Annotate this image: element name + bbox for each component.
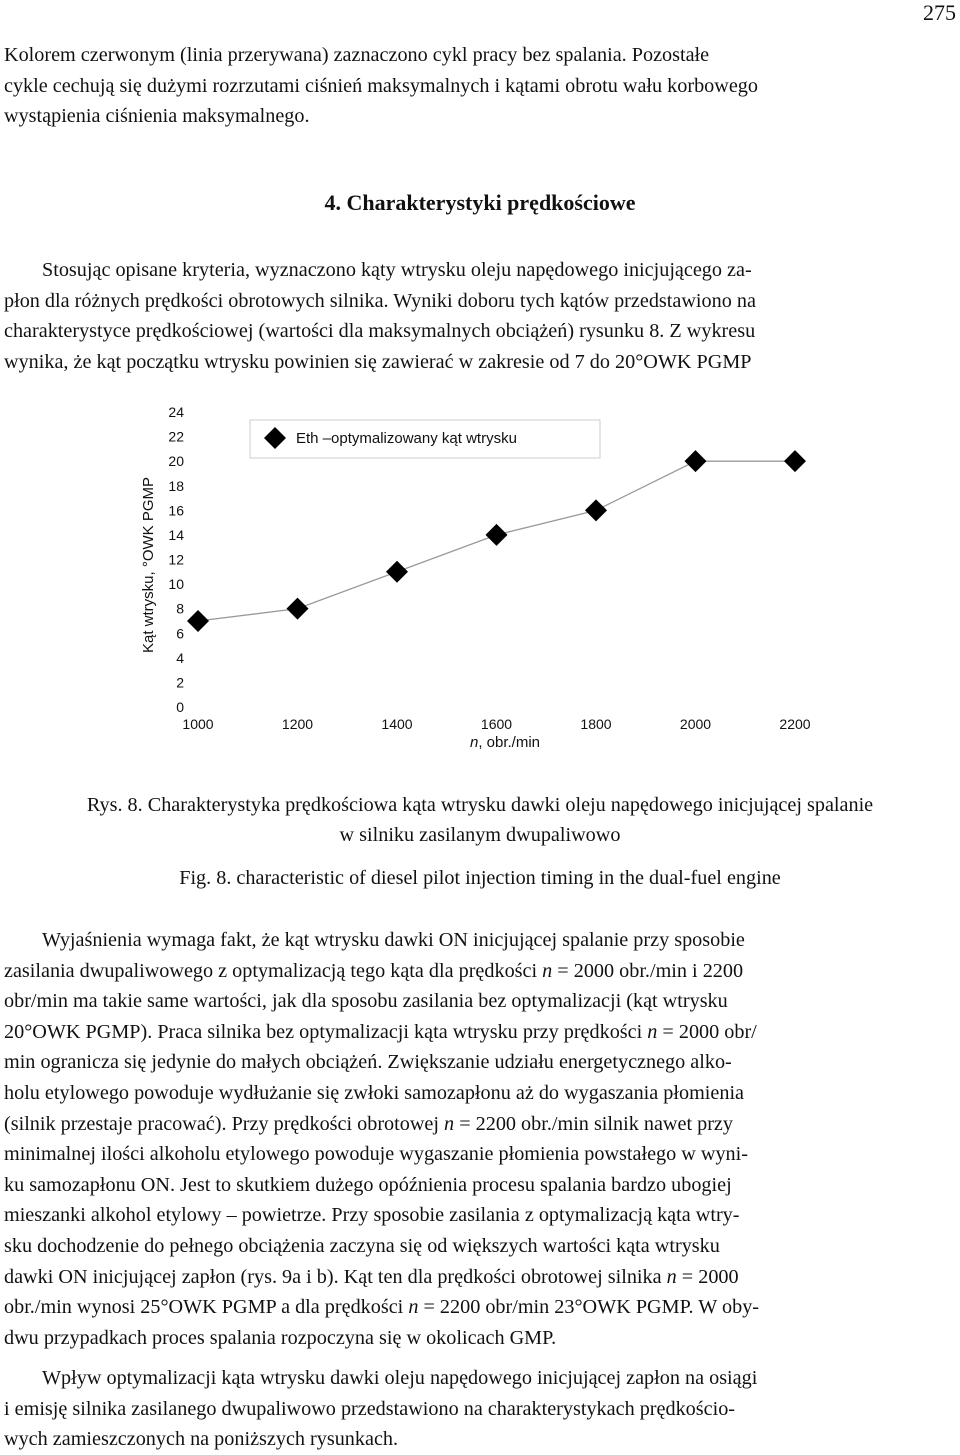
x-tick-label: 1400 — [381, 716, 413, 732]
text-line: obr/min ma takie same wartości, jak dla sposobu zasilania bez optymalizacji (kąt wtrysku — [4, 990, 728, 1013]
text-line: minimalnej ilości alkoholu etylowego powoduje wygaszanie płomienia powstałego w wyni- — [4, 1143, 748, 1166]
x-tick-label: 1800 — [580, 716, 612, 732]
figure-8-chart — [0, 395, 960, 765]
x-tick-label: 2200 — [779, 716, 811, 732]
text-line: wynika, że kąt początku wtrysku powinien się zawierać w zakresie od 7 do 20°OWK PGMP — [4, 350, 752, 373]
paragraph-4 — [4, 1363, 956, 1455]
intro-paragraph — [4, 40, 956, 132]
y-axis-label: Kąt wtrysku, °OWK PGMP — [140, 476, 157, 654]
text-line: i emisję silnika zasilanego dwupaliwowo przedstawiono na charakterystykach prędkościo- — [4, 1397, 736, 1420]
text-line: holu etylowego powoduje wydłużanie się zwłoki samozapłonu aż do wygaszania płomienia — [4, 1081, 745, 1104]
data-point-marker — [187, 610, 209, 632]
paragraph-3 — [4, 925, 956, 1353]
y-tick-label: 14 — [168, 526, 184, 543]
figure-caption-en: Fig. 8. characteristic of diesel pilot injection timing in the dual-fuel engine — [179, 867, 781, 889]
text-line: dwu przypadkach proces spalania rozpoczyna się w okolicach GMP. — [4, 1326, 557, 1349]
text-line: zasilania dwupaliwowego z optymalizacją tego kąta dla prędkości n = 2000 obr./min i 2200 — [4, 959, 744, 982]
figure-caption-pl — [60, 790, 900, 850]
x-axis-label: n, obr./min — [469, 734, 541, 751]
text-line: Stosując opisane kryteria, wyznaczono kąty wtrysku oleju napędowego inicjującego za- — [42, 259, 752, 281]
legend-series-label: Eth –optymalizowany kąt wtrysku — [296, 430, 517, 447]
text-line: mieszanki alkohol etylowy – powietrze. Przy sposobie zasilania z optymalizacją kąta wtry- — [4, 1204, 740, 1227]
text-line: wystąpienia ciśnienia maksymalnego. — [4, 105, 310, 128]
legend-box — [250, 420, 600, 458]
series-markers — [187, 450, 806, 632]
page-number: 275 — [923, 0, 956, 25]
text-line: wych zamieszczonych na poniższych rysunkach. — [4, 1428, 399, 1451]
x-tick-label: 2000 — [679, 716, 712, 732]
y-tick-labels — [168, 404, 184, 715]
text-line: cykle cechują się dużymi rozrzutami ciśnień maksymalnych i kątami obrotu wału korbowego — [4, 74, 758, 97]
y-tick-label: 10 — [168, 576, 184, 593]
text-line: min ogranicza się jedynie do małych obciążeń. Zwiększanie udziału energetycznego alko- — [4, 1051, 732, 1074]
text-line: charakterystyce prędkościowej (wartości dla maksymalnych obciążeń) rysunku 8. Z wykresu — [4, 320, 756, 343]
y-tick-label: 0 — [176, 699, 184, 715]
text-line: Wyjaśnienia wymaga fakt, że kąt wtrysku dawki ON inicjującej spalanie przy sposobie — [42, 929, 745, 951]
x-axis-label-unit: , obr./min — [478, 734, 541, 751]
y-tick-label: 18 — [168, 477, 184, 494]
data-point-marker — [486, 524, 508, 546]
y-tick-label: 16 — [168, 502, 184, 519]
text-line: 20°OWK PGMP). Praca silnika bez optymalizacji kąta wtrysku przy prędkości n = 2000 obr/ — [4, 1020, 757, 1043]
x-tick-label: 1000 — [182, 716, 214, 732]
text-line: Wpływ optymalizacji kąta wtrysku dawki oleju napędowego inicjującej zapłon na osiągi — [42, 1367, 758, 1389]
caption-line: w silniku zasilanym dwupaliwowo — [339, 824, 621, 846]
text-line: sku dochodzenie do pełnego obciążenia zaczyna się od większych wartości kąta wtrysku — [4, 1234, 720, 1257]
caption-line: Rys. 8. Charakterystyka prędkościowa kąta wtrysku dawki oleju napędowego inicjującej spalanie — [86, 794, 874, 816]
x-tick-label: 1200 — [281, 716, 314, 732]
data-point-marker — [685, 450, 707, 472]
text-line: dawki ON inicjującej zapłon (rys. 9a i b). Kąt ten dla prędkości obrotowej silnika n = 2000 — [4, 1265, 739, 1288]
text-line: Kolorem czerwonym (linia przerywana) zaznaczono cykl pracy bez spalania. Pozostałe — [4, 44, 710, 66]
data-point-marker — [585, 499, 607, 521]
text-line: ku samozapłonu ON. Jest to skutkiem dużego opóźnienia procesu spalania bardzo ubogiej — [4, 1173, 732, 1196]
text-line: płon dla różnych prędkości obrotowych silnika. Wyniki doboru tych kątów przedstawiono na — [4, 289, 756, 312]
y-tick-label: 24 — [168, 404, 184, 420]
y-tick-label: 4 — [176, 649, 184, 666]
y-tick-label: 6 — [176, 625, 184, 642]
x-tick-labels — [182, 716, 810, 732]
y-tick-label: 12 — [168, 551, 184, 568]
x-tick-label: 1600 — [480, 716, 513, 732]
data-point-marker — [287, 598, 309, 620]
data-point-marker — [386, 561, 408, 583]
y-tick-label: 22 — [168, 428, 184, 445]
y-tick-label: 2 — [176, 674, 184, 691]
text-line: obr./min wynosi 25°OWK PGMP a dla prędkości n = 2200 obr/min 23°OWK PGMP. W oby- — [4, 1296, 760, 1319]
y-tick-label: 20 — [168, 453, 184, 470]
data-point-marker — [784, 450, 806, 472]
paragraph-2 — [4, 255, 956, 377]
y-tick-label: 8 — [176, 600, 184, 617]
legend-diamond-marker — [264, 427, 286, 449]
text-line: (silnik przestaje pracować). Przy prędkości obrotowej n = 2200 obr./min silnik nawet przy — [4, 1112, 733, 1135]
section-heading: 4. Charakterystyki prędkościowe — [324, 190, 636, 215]
